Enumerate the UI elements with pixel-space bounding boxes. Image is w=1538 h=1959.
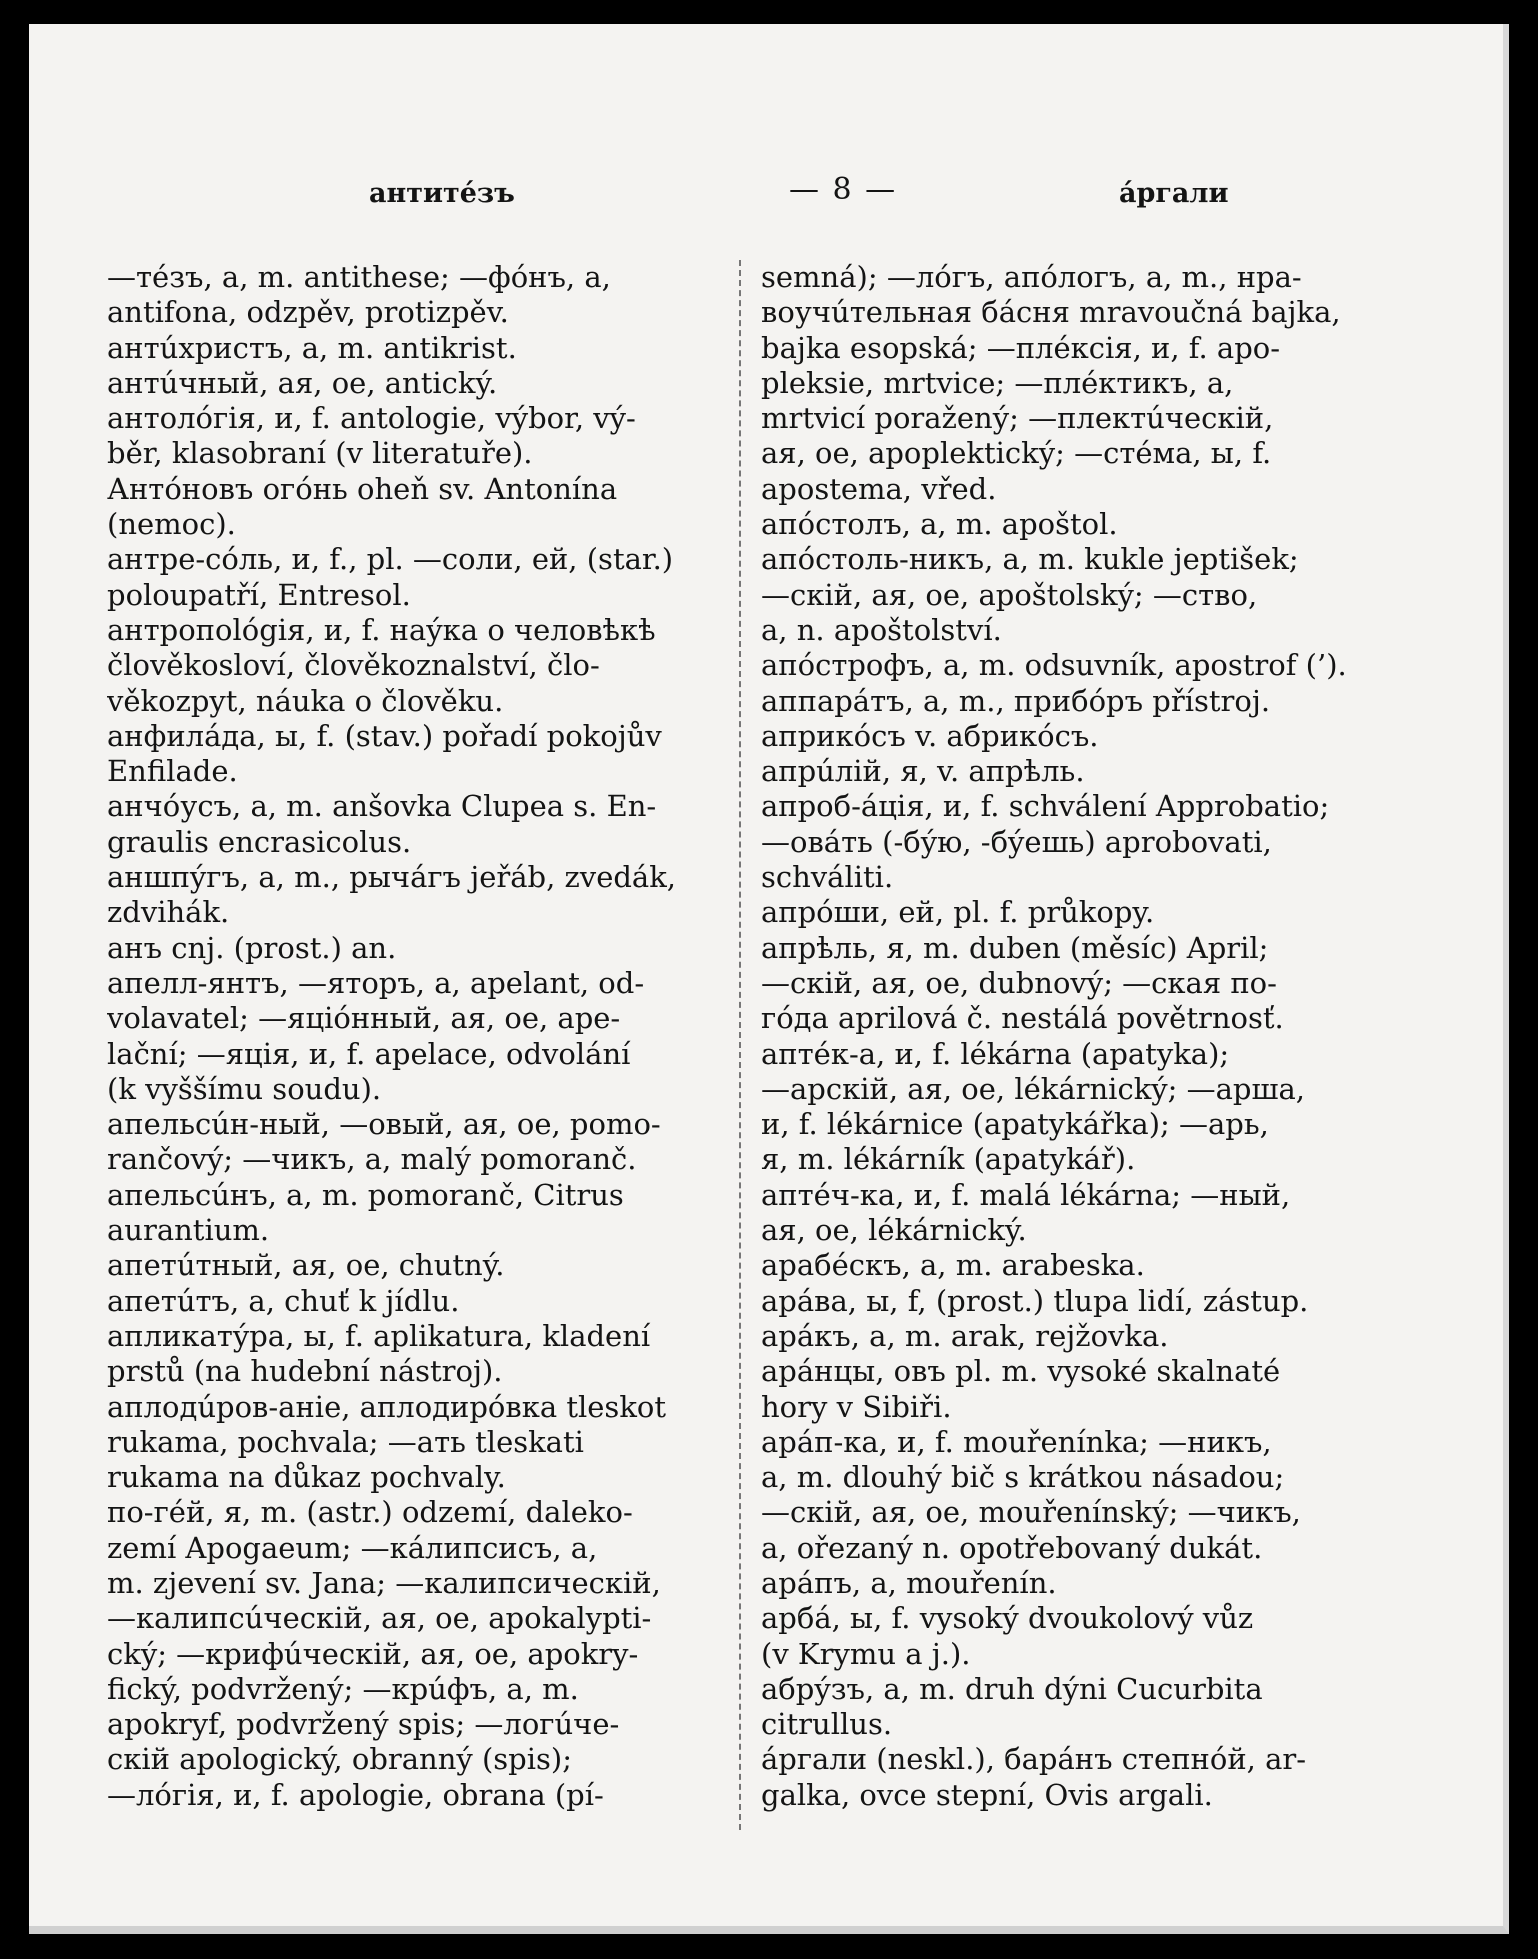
dictionary-line: —арскій, ая, oe, lékárnický; —арша, xyxy=(761,1071,1305,1106)
header-right-word: áргали xyxy=(1119,178,1229,209)
dictionary-line: апелл-янтъ, —яторъ, a, apelant, od- xyxy=(107,965,645,1000)
dictionary-line: antifona, odzpěv, protizpěv. xyxy=(107,295,509,330)
dictionary-line: анчóусъ, a, m. anšovka Clupea s. En- xyxy=(107,789,657,824)
dictionary-line: апóстрофъ, a, m. odsuvník, apostrof (’). xyxy=(761,648,1347,683)
dictionary-line: апрóши, ей, pl. f. průkopy. xyxy=(761,895,1155,930)
dictionary-line: апрúлій, я, v. апрѣль. xyxy=(761,754,1085,789)
dictionary-line: апельсúн-ный, —овый, ая, oe, pomo- xyxy=(107,1107,661,1142)
dictionary-line: (k vyššímu soudu). xyxy=(107,1071,382,1106)
dictionary-line: věkozpyt, náuka o člověku. xyxy=(107,683,504,718)
header-left-word: антитéзъ xyxy=(369,178,515,209)
dictionary-line: galka, ovce stepní, Ovis argali. xyxy=(761,1777,1213,1812)
dictionary-line: аплодúров-аніе, аплодирóвка tleskot xyxy=(107,1389,667,1424)
dictionary-line: áргали (neskl.), барáнъ степнóй, ar- xyxy=(761,1742,1307,1777)
dictionary-line: hory v Sibiři. xyxy=(761,1389,952,1424)
dictionary-line: анъ cnj. (prost.) an. xyxy=(107,930,397,965)
dictionary-line: citrullus. xyxy=(761,1707,893,1742)
dictionary-line: антолóгія, и, f. antologie, výbor, vý- xyxy=(107,401,636,436)
dictionary-line: аншпýгъ, a, m., рычáгъ jeřáb, zvedák, xyxy=(107,860,676,895)
dictionary-line: graulis encrasicolus. xyxy=(107,824,412,859)
dictionary-line: апельсúнъ, a, m. pomoranč, Citrus xyxy=(107,1177,624,1212)
dictionary-line: по-гéй, я, m. (astr.) odzemí, daleko- xyxy=(107,1495,633,1530)
dictionary-line: анфилáда, ы, f. (stav.) pořadí pokojův xyxy=(107,718,662,753)
dictionary-line: apostema, vřed. xyxy=(761,471,997,506)
dictionary-line: —скій, ая, oe, mouřenínský; —чикъ, xyxy=(761,1495,1301,1530)
dictionary-line: аппарáтъ, a, m., прибóръ přístroj. xyxy=(761,683,1271,718)
dictionary-line: арáнцы, овъ pl. m. vysoké skalnaté xyxy=(761,1354,1281,1389)
dictionary-line: —лóгія, и, f. apologie, obrana (pí- xyxy=(107,1777,604,1812)
dictionary-line: (nemoc). xyxy=(107,507,236,542)
dictionary-line: rukama na důkaz pochvaly. xyxy=(107,1460,506,1495)
right-column xyxy=(761,260,1391,1813)
dictionary-line: —тéзъ, a, m. antithese; —фóнъ, a, xyxy=(107,260,611,294)
dictionary-line: аптéк-а, и, f. lékárna (apatyka); xyxy=(761,1036,1230,1071)
dictionary-line: a, n. apoštolství. xyxy=(761,612,1002,647)
dictionary-line: апроб-áція, и, f. schválení Approbatio; xyxy=(761,789,1330,824)
dictionary-line: a, m. dlouhý bič s krátkou násadou; xyxy=(761,1460,1285,1495)
dictionary-line: апóстолъ, a, m. apoštol. xyxy=(761,507,1118,542)
dictionary-line: арáпъ, a, mouřenín. xyxy=(761,1565,1057,1600)
dictionary-line: zdvihák. xyxy=(107,895,230,930)
dictionary-line: —скій, ая, oe, dubnový; —ская по- xyxy=(761,965,1277,1000)
dictionary-line: априкóсъ v. абрикóсъ. xyxy=(761,718,1099,753)
page-number: — 8 — xyxy=(789,172,898,207)
dictionary-line: prstů (na hudební nástroj). xyxy=(107,1354,503,1389)
dictionary-line: (v Krymu a j.). xyxy=(761,1636,971,1671)
dictionary-line: арáкъ, a, m. arak, rejžovka. xyxy=(761,1318,1169,1353)
dictionary-line: rukama, pochvala; —ать tleskati xyxy=(107,1424,584,1459)
dictionary-line: volavatel; —яціóнный, ая, oe, ape- xyxy=(107,1001,621,1036)
dictionary-line: арабéскъ, a, m. arabeska. xyxy=(761,1248,1145,1283)
dictionary-line: ая, oe, lékárnický. xyxy=(761,1213,1027,1248)
dictionary-line: cký; —крифúческій, ая, oe, apokry- xyxy=(107,1636,639,1671)
dictionary-line: Антóновъ огóнь oheň sv. Antonína xyxy=(107,471,618,506)
dictionary-line: ая, oe, apoplektický; —стéма, ы, f. xyxy=(761,436,1272,471)
dictionary-line: антúчный, ая, oe, antický. xyxy=(107,365,498,400)
dictionary-line: скій apologický, obranný (spis); xyxy=(107,1742,572,1777)
dictionary-line: аптéч-ка, и, f. malá lékárna; —ный, xyxy=(761,1177,1291,1212)
dictionary-line: воучúтельная бáсня mravoučná bajka, xyxy=(761,295,1341,330)
dictionary-line: Enfilade. xyxy=(107,754,238,789)
dictionary-line: rančový; —чикъ, a, malý pomoranč. xyxy=(107,1142,637,1177)
dictionary-line: антропológія, и, f. наýка о человѣкѣ xyxy=(107,612,656,647)
dictionary-line: pleksie, mrtvice; —плéктикъ, a, xyxy=(761,365,1234,400)
column-divider xyxy=(739,260,741,1830)
dictionary-line: апрѣль, я, m. duben (měsíc) April; xyxy=(761,930,1269,965)
dictionary-line: zemí Apogaeum; —кáлипсисъ, a, xyxy=(107,1530,598,1565)
dictionary-line: bajka esopská; —плéксія, и, f. apo- xyxy=(761,330,1281,365)
dictionary-line: и, f. lékárnice (apatykářka); —арь, xyxy=(761,1107,1269,1142)
dictionary-line: lační; —яція, и, f. apelace, odvolání xyxy=(107,1036,631,1071)
dictionary-line: —скій, ая, oe, apoštolský; —ство, xyxy=(761,577,1258,612)
dictionary-line: apokryf, podvržený spis; —логúче- xyxy=(107,1707,620,1742)
dictionary-line: m. zjevení sv. Jana; —калипсическій, xyxy=(107,1565,661,1600)
dictionary-line: —овáть (-бýю, -бýешь) aprobovati, xyxy=(761,824,1272,859)
dictionary-line: апетúтный, ая, oe, chutný. xyxy=(107,1248,505,1283)
dictionary-line: апóстоль-никъ, a, m. kukle jeptišek; xyxy=(761,542,1299,577)
dictionary-line: a, ořezaný n. opotřebovaný dukát. xyxy=(761,1530,1263,1565)
page-header xyxy=(139,172,1393,222)
dictionary-line: fický, podvržený; —крúфъ, a, m. xyxy=(107,1671,579,1706)
dictionary-line: я, m. lékárník (apatykář). xyxy=(761,1142,1136,1177)
dictionary-line: semná); —лóгъ, апóлогъ, a, m., нра- xyxy=(761,260,1302,294)
dictionary-line: mrtvicí poražený; —плектúческій, xyxy=(761,401,1274,436)
dictionary-line: абрýзъ, a, m. druh dýni Cucurbita xyxy=(761,1671,1263,1706)
left-column xyxy=(107,260,732,1813)
dictionary-line: антúхристъ, a, m. antikrist. xyxy=(107,330,517,365)
dictionary-page xyxy=(29,24,1509,1934)
dictionary-line: апликатýра, ы, f. aplikatura, kladení xyxy=(107,1318,651,1353)
dictionary-line: апетúтъ, a, chuť k jídlu. xyxy=(107,1283,460,1318)
dictionary-line: антре-сóль, и, f., pl. —соли, ей, (star.) xyxy=(107,542,674,577)
dictionary-line: aurantium. xyxy=(107,1213,270,1248)
dictionary-line: běr, klasobraní (v literatuře). xyxy=(107,436,533,471)
dictionary-line: schváliti. xyxy=(761,860,894,895)
dictionary-line: арбá, ы, f. vysoký dvoukolový vůz xyxy=(761,1601,1254,1636)
dictionary-line: арáва, ы, f, (prost.) tlupa lidí, zástup. xyxy=(761,1283,1309,1318)
dictionary-line: гóда aprilová č. nestálá povětrnosť. xyxy=(761,1001,1284,1036)
dictionary-line: poloupatří, Entresol. xyxy=(107,577,411,612)
dictionary-line: člověkosloví, člověkoznalství, člo- xyxy=(107,648,600,683)
dictionary-line: арáп-ка, и, f. mouřenínka; —никъ, xyxy=(761,1424,1272,1459)
dictionary-line: —калипсúческій, ая, oe, apokalypti- xyxy=(107,1601,652,1636)
